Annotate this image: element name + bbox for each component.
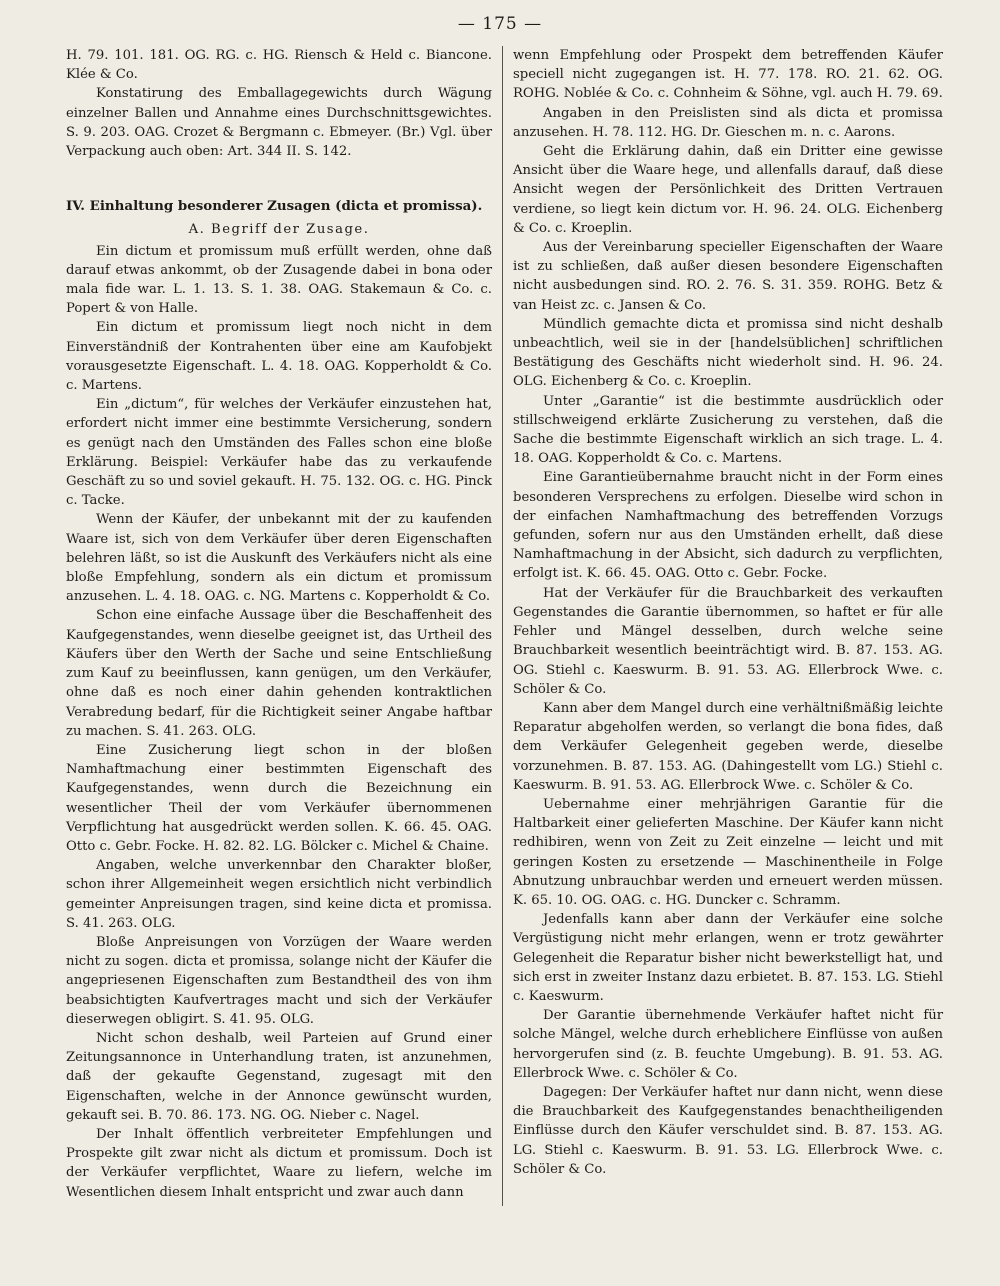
subheading: A. Begriff der Zusage. <box>188 222 370 238</box>
paragraph: Ein „dictum“, für welches der Verkäufer einzustehen hat, erfordert nicht immer eine bestimmte Versicherung, sondern es genügt nach den Umständen des Falles schon eine bloße Erklärung. Beispiel: Verkäufer habe das zu verkaufende Geschäft zu so und soviel gekauft. H. 75. 132. OG. c. HG. Pinck c. Tacke. <box>66 397 492 509</box>
paragraph: Eine Zusicherung liegt schon in der bloßen Namhaftmachung einer bestimmten Eigenschaft des Kaufgegenstandes, wenn durch die Bezeichnung ein wesentlicher Theil der vom Verkäufer übernommenen Verpflichtung hat ausgedrückt werden sollen. K. 66. 45. OAG. Otto c. Gebr. Focke. H. 82. 82. LG. Bölcker c. Michel & Chaine. <box>66 742 492 854</box>
column-divider <box>502 46 503 1206</box>
paragraph: Kann aber dem Mangel durch eine verhältnißmäßig leichte Reparatur abgeholfen werden, so verlangt die bona fides, daß dem Verkäufer Gelegenheit gegeben werde, dieselbe vorzunehmen. B. 87. 153. AG. (Dahingestellt vom LG.) Stiehl c. Kaeswurm. B. 91. 53. AG. Ellerbrock Wwe. c. Schöler & Co. <box>513 700 943 793</box>
paragraph: Aus der Vereinbarung specieller Eigenschaften der Waare ist zu schließen, daß außer diesen besondere Eigenschaften nicht ausbedungen sind. RO. 2. 76. S. 31. 359. ROHG. Betz & van Heist zc. c. Jansen & Co. <box>513 240 943 313</box>
paragraph: Eine Garantieübernahme braucht nicht in der Form eines besonderen Versprechens zu erfolgen. Dieselbe wird schon in der einfachen Namhaftmachung des betreffenden Vorzugs gefunden, sofern nur aus den Umständen erhellt, daß diese Namhaftmachung in der Absicht, sich dadurch zu verpflichten, erfolgt ist. K. 66. 45. OAG. Otto c. Gebr. Focke. <box>513 470 943 582</box>
paragraph: Der Garantie übernehmende Verkäufer haftet nicht für solche Mängel, welche durch erheblichere Einflüsse von außen hervorgerufen sind (z. B. feuchte Umgebung). B. 91. 53. AG. Ellerbrock Wwe. c. Schöler & Co. <box>513 1008 943 1081</box>
paragraph: Nicht schon deshalb, weil Parteien auf Grund einer Zeitungsannonce in Unterhandlung traten, ist anzunehmen, daß der gekaufte Gegenstand, zugesagt mit den Eigenschaften, welche in der Annonce gewünscht wurden, gekauft sei. B. 70. 86. 173. NG. OG. Nieber c. Nagel. <box>66 1030 492 1123</box>
paragraph: Wenn der Käufer, der unbekannt mit der zu kaufenden Waare ist, sich von dem Verkäufer über deren Eigenschaften belehren läßt, so ist die Auskunft des Verkäufers nicht als eine bloße Empfehlung, sondern als ein dictum et promissum anzusehen. L. 4. 18. OAG. c. NG. Martens c. Kopperholdt & Co. <box>66 512 492 605</box>
paragraph: Bloße Anpreisungen von Vorzügen der Waare werden nicht zu sogen. dicta et promissa, solange nicht der Käufer die angepriesenen Eigenschaften zum Bestandtheil des von ihm beabsichtigten Kaufvertrages macht und sich der Verkäufer dieserwegen obligirt. S. 41. 95. OLG. <box>66 934 492 1027</box>
right-column <box>513 46 943 1179</box>
paragraph: wenn Empfehlung oder Prospekt dem betreffenden Käufer speciell nicht zugegangen ist. H. 77. 178. RO. 21. 62. OG. ROHG. Noblée & Co. c. Cohnheim & Söhne, vgl. auch H. 79. 69. <box>513 48 943 102</box>
paragraph: Mündlich gemachte dicta et promissa sind nicht deshalb unbeachtlich, weil sie in der [handelsüblichen] schriftlichen Bestätigung des Geschäfts nicht wiederholt sind. H. 96. 24. OLG. Eichenberg & Co. c. Kroeplin. <box>513 316 943 390</box>
page-number: — 175 — <box>457 14 543 34</box>
paragraph: Ein dictum et promissum muß erfüllt werden, ohne daß darauf etwas ankommt, ob der Zusagende dabei in bona oder mala fide war. L. 1. 13. S. 1. 38. OAG. Stakemaun & Co. c. Popert & von Halle. <box>66 243 492 317</box>
paragraph: Ein dictum et promissum liegt noch nicht in dem Einverständniß der Kontrahenten über eine am Kaufobjekt vorausgesetzte Eigenschaft. L. 4. 18. OAG. Kopperholdt & Co. c. Martens. <box>66 320 492 394</box>
section-heading: IV. Einhaltung besonderer Zusagen (dicta et promissa). <box>66 198 483 215</box>
paragraph: Hat der Verkäufer für die Brauchbarkeit des verkauften Gegenstandes die Garantie übernommen, so haftet er für alle Fehler und Mängel desselben, durch welche seine Brauchbarkeit wesentlich beeinträchtigt wird. B. 87. 153. AG. OG. Stiehl c. Kaeswurm. B. 91. 53. AG. Ellerbrock Wwe. c. Schöler & Co. <box>513 585 943 697</box>
paragraph: Der Inhalt öffentlich verbreiteter Empfehlungen und Prospekte gilt zwar nicht als dictum et promissum. Doch ist der Verkäufer verpflichtet, Waare zu liefern, welche im Wesentlichen diesem Inhalt entspricht und zwar auch dann <box>66 1126 492 1200</box>
paragraph: Unter „Garantie“ ist die bestimmte ausdrücklich oder stillschweigend erklärte Zusicherung zu verstehen, daß die Sache die bestimmte Eigenschaft wirklich an sich trage. L. 4. 18. OAG. Kopperholdt & Co. c. Martens. <box>513 393 943 467</box>
left-column <box>66 46 492 1202</box>
paragraph: Geht die Erklärung dahin, daß ein Dritter eine gewisse Ansicht über die Waare hege, und allenfalls darauf, daß diese Ansicht wegen der Persönlichkeit des Dritten Vertrauen verdiene, so liegt kein dictum vor. H. 96. 24. OLG. Eichenberg & Co. c. Kroeplin. <box>513 144 943 236</box>
paragraph: Angaben in den Preislisten sind als dicta et promissa anzusehen. H. 78. 112. HG. Dr. Gieschen m. n. c. Aarons. <box>513 105 943 140</box>
paragraph: Schon eine einfache Aussage über die Beschaffenheit des Kaufgegenstandes, wenn dieselbe geeignet ist, das Urtheil des Käufers über den Werth der Sache und seine Entschließung zum Kauf zu beeinflussen, kann genügen, um den Verkäufer, ohne daß es noch einer dahin gehenden kontraktlichen Verabredung bedarf, für die Richtigkeit seiner Angabe haftbar zu machen. S. 41. 263. OLG. <box>66 608 492 739</box>
paragraph: Jedenfalls kann aber dann der Verkäufer eine solche Vergüstigung nicht mehr erlangen, wenn er trotz gewährter Gelegenheit die Reparatur bisher nicht bewerkstelligt hat, und sich erst in zweiter Instanz dazu erbietet. B. 87. 153. LG. Stiehl c. Kaeswurm. <box>513 912 943 1004</box>
paragraph: Dagegen: Der Verkäufer haftet nur dann nicht, wenn diese die Brauchbarkeit des Kaufgegenstandes benachtheiligenden Einflüsse durch den Käufer verschuldet sind. B. 87. 153. AG. LG. Stiehl c. Kaeswurm. B. 91. 53. LG. Ellerbrock Wwe. c. Schöler & Co. <box>513 1084 943 1177</box>
paragraph: H. 79. 101. 181. OG. RG. c. HG. Riensch & Held c. Biancone. Klée & Co. <box>66 48 492 83</box>
paragraph: Angaben, welche unverkennbar den Charakter bloßer, schon ihrer Allgemeinheit wegen ersichtlich nicht verbindlich gemeinter Anpreisungen tragen, sind keine dicta et promissa. S. 41. 263. OLG. <box>66 858 492 931</box>
paragraph: Uebernahme einer mehrjährigen Garantie für die Haltbarkeit einer gelieferten Maschine. Der Käufer kann nicht redhibiren, wenn von Zeit zu Zeit einzelne — leicht und mit geringen Kosten zu ersetzende — Maschinentheile in Folge Abnutzung unbrauchbar werden und erneuert werden müssen. K. 65. 10. OG. OAG. c. HG. Duncker c. Schramm. <box>513 796 943 908</box>
paragraph: Konstatirung des Emballagegewichts durch Wägung einzelner Ballen und Annahme eines Durchschnittsgewichtes. S. 9. 203. OAG. Crozet & Bergmann c. Ebmeyer. (Br.) Vgl. über Verpackung auch oben: Art. 344 II. S. 142. <box>66 86 492 160</box>
